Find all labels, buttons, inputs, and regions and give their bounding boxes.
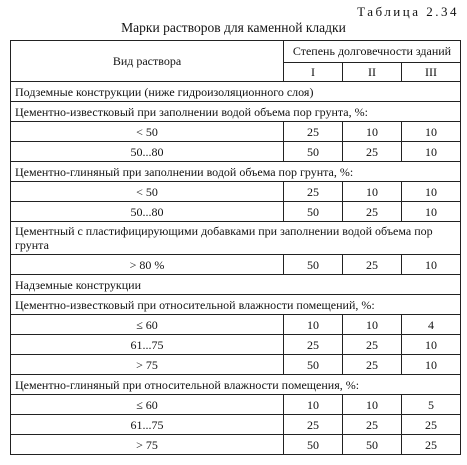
row-label: ≤ 60 <box>11 315 284 335</box>
cell-class-2: 25 <box>343 202 402 222</box>
table-row <box>11 202 461 222</box>
table-row <box>11 182 461 202</box>
group-row <box>11 102 461 122</box>
group-row <box>11 295 461 315</box>
group-row <box>11 222 461 255</box>
cell-class-3: 10 <box>402 182 461 202</box>
group-heading: Цементно-известковый при относительной влажности помещений, %: <box>11 295 461 315</box>
row-label: > 80 % <box>11 255 284 275</box>
row-label: < 50 <box>11 122 284 142</box>
section-heading: Надземные конструкции <box>11 275 461 295</box>
table-row <box>11 435 461 455</box>
table-number: Таблица 2.34 <box>357 4 459 19</box>
cell-class-3: 10 <box>402 335 461 355</box>
mortar-grades-table <box>10 40 461 455</box>
cell-class-2: 10 <box>343 395 402 415</box>
table-row <box>11 335 461 355</box>
row-label: ≤ 60 <box>11 395 284 415</box>
cell-class-1: 25 <box>284 415 343 435</box>
row-label: > 75 <box>11 355 284 375</box>
cell-class-2: 25 <box>343 142 402 162</box>
row-label: > 75 <box>11 435 284 455</box>
table-body <box>11 82 461 455</box>
cell-class-1: 50 <box>284 255 343 275</box>
cell-class-1: 50 <box>284 355 343 375</box>
header-mortar-type: Вид раствора <box>11 41 284 82</box>
cell-class-2: 25 <box>343 355 402 375</box>
cell-class-3: 10 <box>402 202 461 222</box>
header-class-2: II <box>343 62 402 81</box>
header-class-1: I <box>284 62 343 81</box>
cell-class-1: 25 <box>284 182 343 202</box>
row-label: 50...80 <box>11 202 284 222</box>
table-row <box>11 255 461 275</box>
header-class-3: III <box>402 62 461 81</box>
cell-class-3: 10 <box>402 355 461 375</box>
group-heading: Цементно-известковый при заполнении водой объема пор грунта, %: <box>11 102 461 122</box>
cell-class-2: 10 <box>343 122 402 142</box>
cell-class-1: 50 <box>284 142 343 162</box>
row-label: 61...75 <box>11 415 284 435</box>
cell-class-2: 10 <box>343 182 402 202</box>
cell-class-3: 4 <box>402 315 461 335</box>
row-label: 61...75 <box>11 335 284 355</box>
cell-class-3: 10 <box>402 142 461 162</box>
cell-class-1: 10 <box>284 315 343 335</box>
group-heading: Цементно-глиняный при относительной влажности помещения, %: <box>11 375 461 395</box>
header-durability: Степень долговечности зданий <box>284 41 461 63</box>
cell-class-2: 25 <box>343 255 402 275</box>
group-row <box>11 375 461 395</box>
group-heading: Цементно-глиняный при заполнении водой объема пор грунта, %: <box>11 162 461 182</box>
cell-class-1: 25 <box>284 335 343 355</box>
cell-class-3: 10 <box>402 255 461 275</box>
table-row <box>11 142 461 162</box>
cell-class-3: 25 <box>402 435 461 455</box>
table-row <box>11 355 461 375</box>
group-row <box>11 162 461 182</box>
section-heading: Подземные конструкции (ниже гидроизоляционного слоя) <box>11 82 461 102</box>
row-label: < 50 <box>11 182 284 202</box>
cell-class-2: 25 <box>343 335 402 355</box>
table-row <box>11 122 461 142</box>
cell-class-1: 10 <box>284 395 343 415</box>
section-row <box>11 275 461 295</box>
cell-class-3: 25 <box>402 415 461 435</box>
cell-class-2: 10 <box>343 315 402 335</box>
cell-class-2: 25 <box>343 415 402 435</box>
table-row <box>11 415 461 435</box>
cell-class-2: 50 <box>343 435 402 455</box>
cell-class-1: 50 <box>284 435 343 455</box>
cell-class-1: 25 <box>284 122 343 142</box>
group-heading: Цементный с пластифицирующими добавками при заполнении водой объема пор грунта <box>11 222 461 255</box>
section-row <box>11 82 461 102</box>
row-label: 50...80 <box>11 142 284 162</box>
cell-class-3: 5 <box>402 395 461 415</box>
cell-class-3: 10 <box>402 122 461 142</box>
table-row <box>11 315 461 335</box>
table-title: Марки растворов для каменной кладки <box>121 20 346 35</box>
cell-class-1: 50 <box>284 202 343 222</box>
table-row <box>11 395 461 415</box>
